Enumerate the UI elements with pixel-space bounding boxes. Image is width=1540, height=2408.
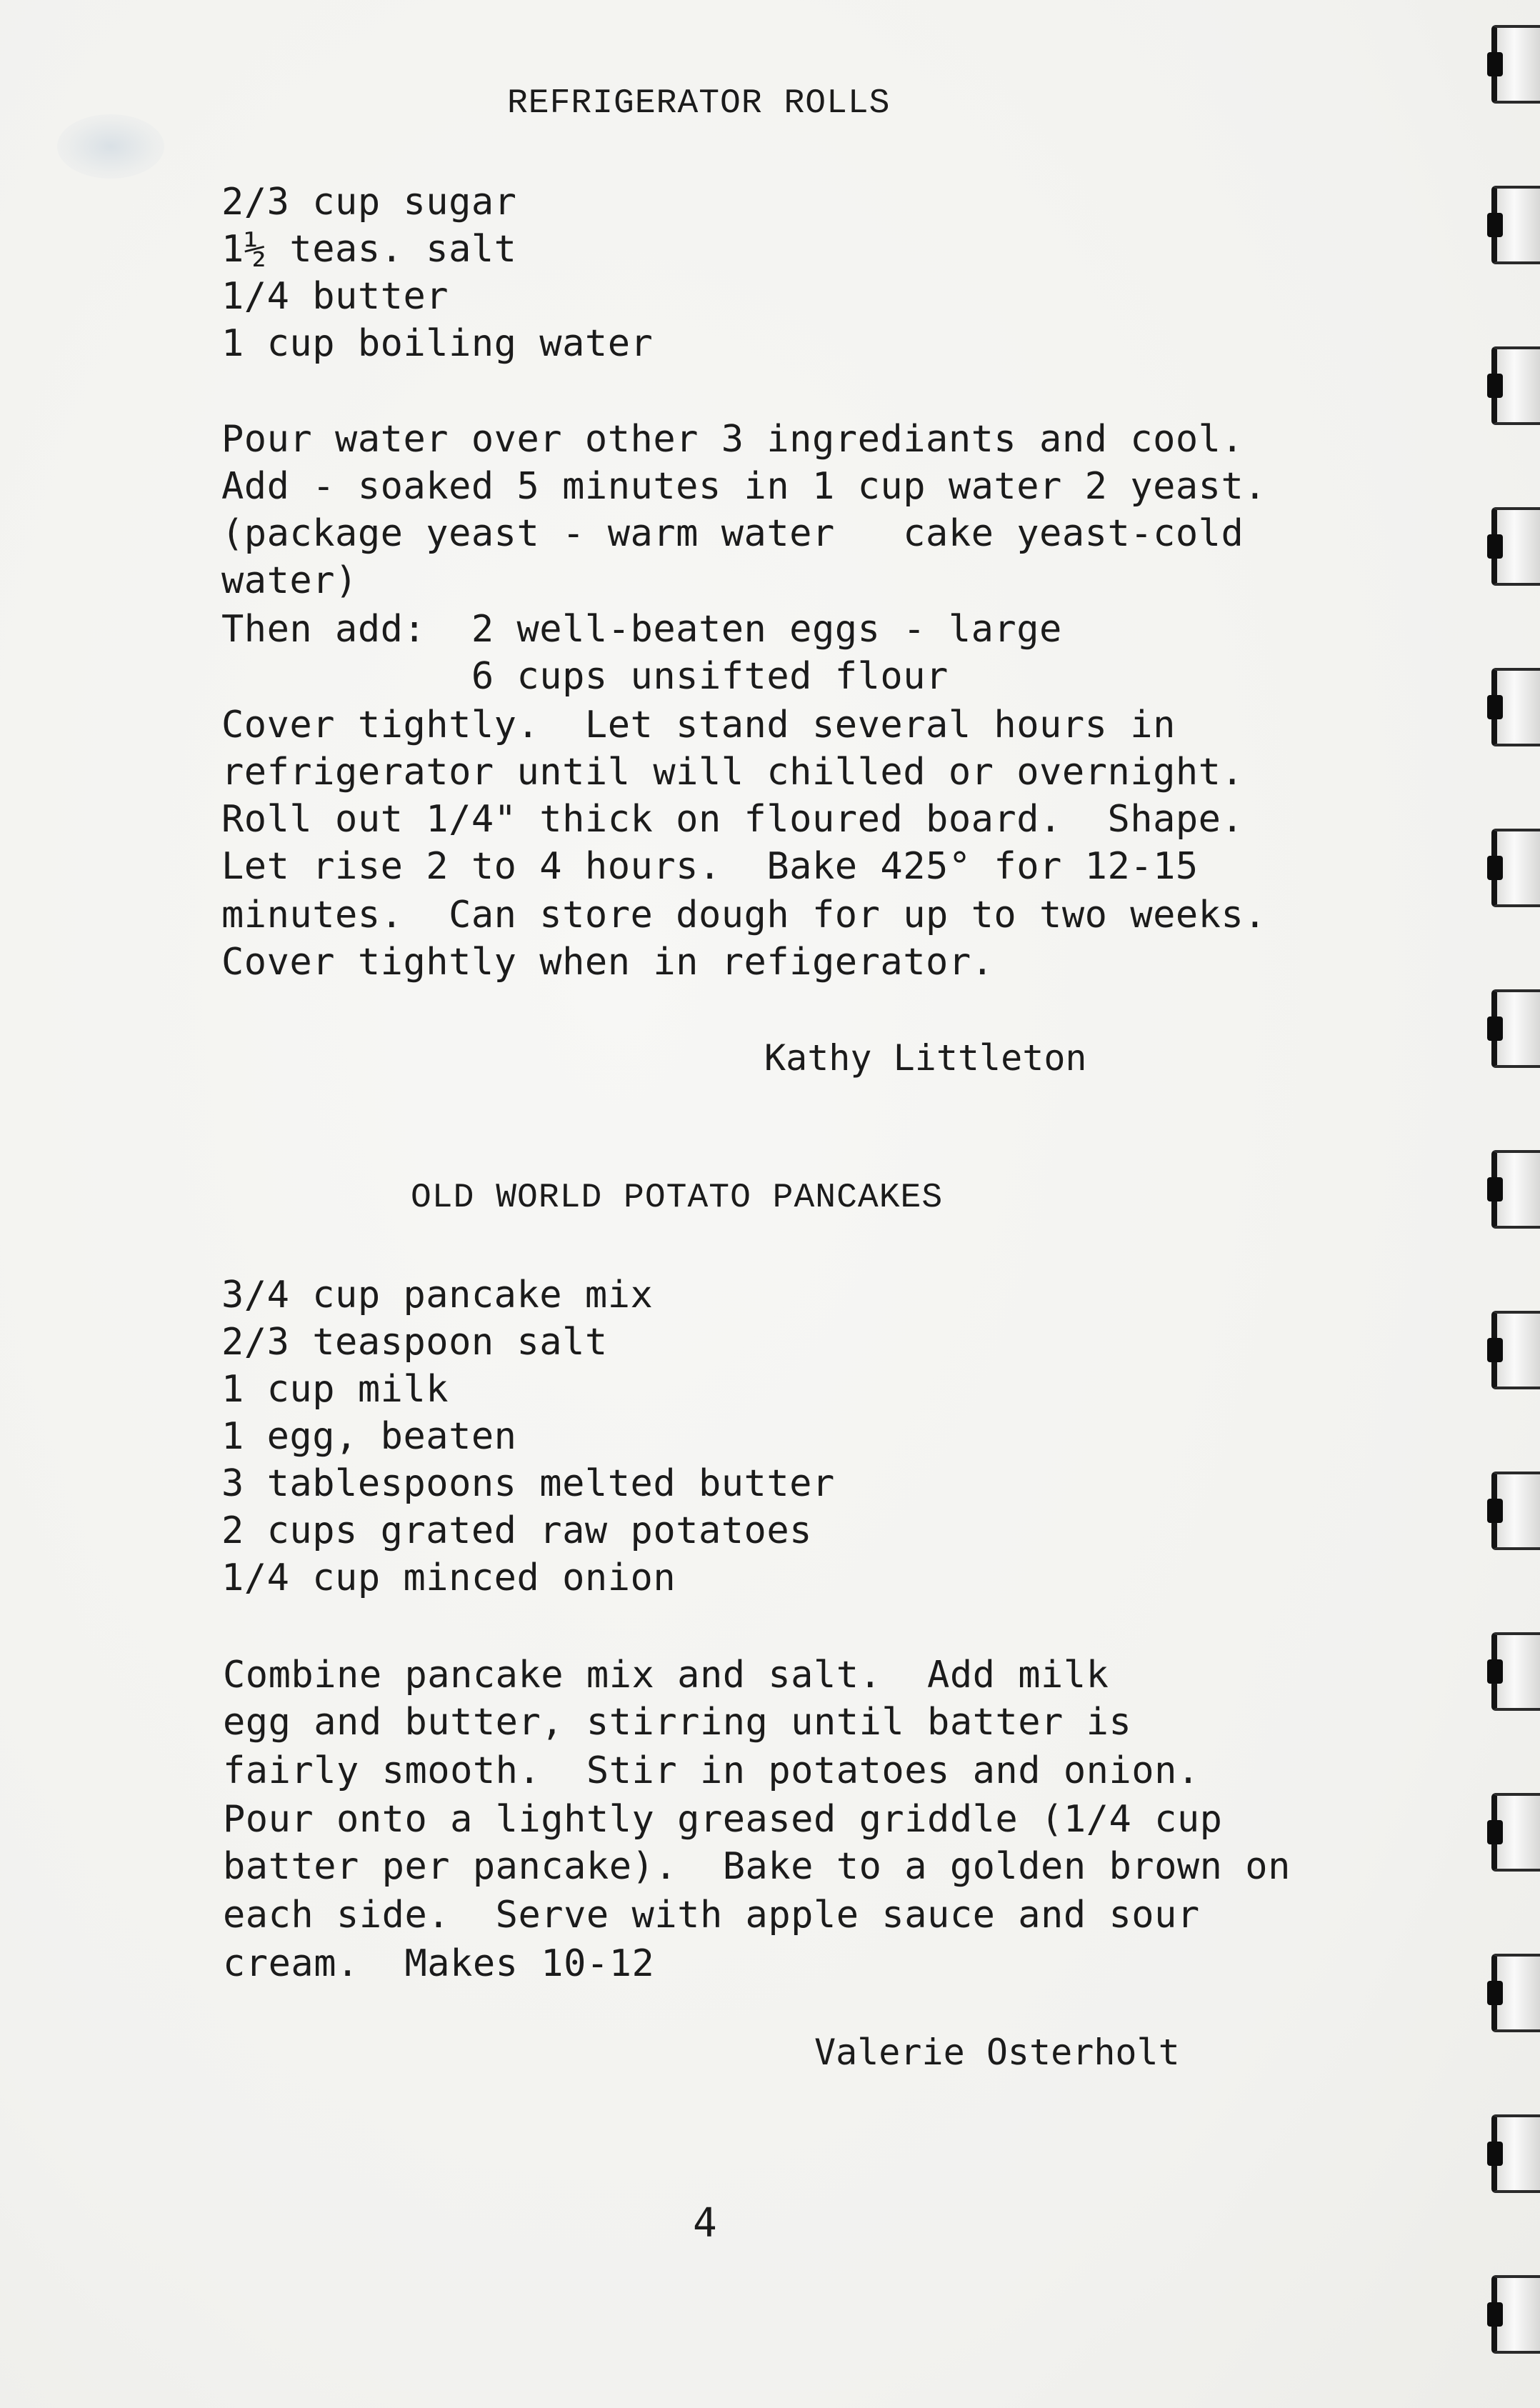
binding-coil bbox=[1483, 1954, 1540, 2039]
ingredient-line: 2/3 cup sugar bbox=[221, 181, 517, 224]
direction-line: Roll out 1/4" thick on floured board. Shape. bbox=[221, 798, 1244, 841]
direction-line: Add - soaked 5 minutes in 1 cup water 2 yeast. bbox=[221, 465, 1267, 508]
binding-coil bbox=[1483, 989, 1540, 1075]
binding-coil bbox=[1483, 2275, 1540, 2361]
direction-line: each side. Serve with apple sauce and sour bbox=[223, 1894, 1200, 1937]
ingredient-line: 1 cup boiling water bbox=[221, 322, 654, 365]
ingredient-line: 3 tablespoons melted butter bbox=[221, 1462, 835, 1505]
binding-coil bbox=[1483, 1150, 1540, 1236]
binding-coil bbox=[1483, 1632, 1540, 1718]
direction-line: refrigerator until will chilled or overnight. bbox=[221, 751, 1244, 794]
ingredient-line: 1/4 cup minced onion bbox=[221, 1557, 676, 1599]
direction-line: fairly smooth. Stir in potatoes and onion. bbox=[223, 1749, 1200, 1792]
ingredient-line: 2 cups grated raw potatoes bbox=[221, 1509, 812, 1552]
recipe-title-refrigerator-rolls: REFRIGERATOR ROLLS bbox=[507, 84, 891, 123]
binding-coil bbox=[1483, 668, 1540, 754]
direction-line: Then add: 2 well-beaten eggs - large bbox=[221, 608, 1062, 651]
direction-line: cream. Makes 10-12 bbox=[223, 1942, 655, 1985]
binding-coil bbox=[1483, 2114, 1540, 2200]
direction-line: (package yeast - warm water cake yeast-cold bbox=[221, 512, 1244, 555]
binding-coil bbox=[1483, 1472, 1540, 1557]
ingredient-line: 3/4 cup pancake mix bbox=[221, 1274, 654, 1317]
binding-coil bbox=[1483, 25, 1540, 111]
direction-line: batter per pancake). Bake to a golden brown on bbox=[223, 1845, 1291, 1888]
binding-coil bbox=[1483, 829, 1540, 914]
direction-line: Let rise 2 to 4 hours. Bake 425° for 12-15 bbox=[221, 845, 1199, 888]
binding-coil bbox=[1483, 507, 1540, 593]
direction-line: water) bbox=[221, 559, 358, 602]
ingredient-line: 1/4 butter bbox=[221, 275, 449, 318]
direction-line: Pour water over other 3 ingrediants and cool. bbox=[221, 418, 1244, 461]
ingredient-line: 1 egg, beaten bbox=[221, 1415, 517, 1458]
spiral-binding bbox=[1476, 0, 1540, 2408]
recipe-author: Valerie Osterholt bbox=[814, 2032, 1180, 2073]
binding-coil bbox=[1483, 186, 1540, 271]
page-number: 4 bbox=[693, 2200, 717, 2247]
ink-smudge bbox=[57, 114, 164, 179]
direction-line: Cover tightly. Let stand several hours in bbox=[221, 704, 1176, 746]
direction-line: 6 cups unsifted flour bbox=[221, 655, 949, 698]
binding-coil bbox=[1483, 1793, 1540, 1879]
direction-line: egg and butter, stirring until batter is bbox=[223, 1701, 1132, 1744]
direction-line: minutes. Can store dough for up to two weeks. bbox=[221, 894, 1267, 936]
ingredient-line: 2/3 teaspoon salt bbox=[221, 1321, 608, 1364]
recipe-title-potato-pancakes: OLD WORLD POTATO PANCAKES bbox=[411, 1179, 944, 1217]
ingredient-line: 1½ teas. salt bbox=[221, 228, 517, 271]
recipe-author: Kathy Littleton bbox=[764, 1037, 1087, 1079]
direction-line: Combine pancake mix and salt. Add milk bbox=[223, 1654, 1109, 1697]
direction-line: Cover tightly when in refigerator. bbox=[221, 941, 994, 984]
binding-coil bbox=[1483, 1311, 1540, 1397]
direction-line: Pour onto a lightly greased griddle (1/4 cup bbox=[223, 1798, 1223, 1841]
ingredient-line: 1 cup milk bbox=[221, 1368, 449, 1411]
binding-coil bbox=[1483, 346, 1540, 432]
